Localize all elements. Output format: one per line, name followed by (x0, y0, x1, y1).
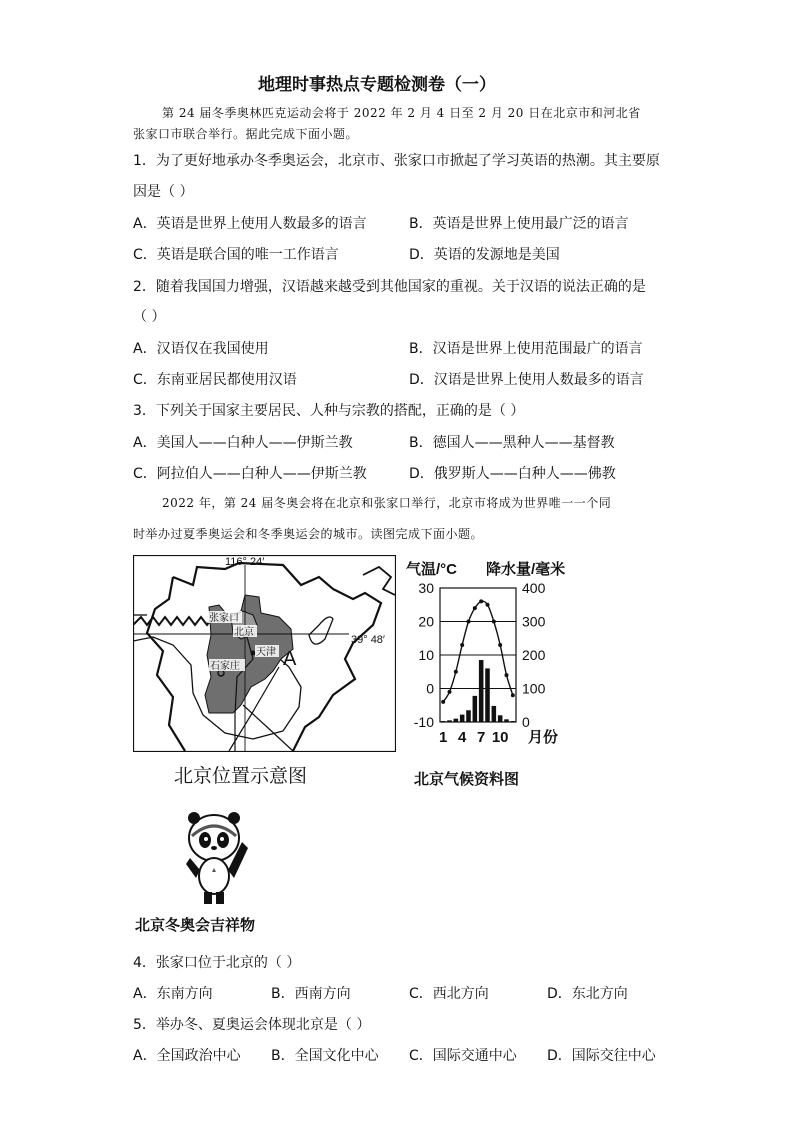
point-a-label: A (283, 648, 297, 670)
question-4-option-c[interactable]: C．西北方向 (409, 986, 489, 1002)
climate-chart-caption: 北京气候资料图 (414, 770, 520, 788)
temperature-point (467, 620, 471, 624)
precipitation-bar (504, 719, 509, 722)
intro-2-line-1: 2022 年，第 24 届冬奥会将在北京和张家口举行，北京市将成为世界唯一一个同 (162, 496, 612, 510)
precipitation-bar (485, 668, 490, 722)
panda-mascot-image (176, 808, 252, 908)
chart-left-tick-label: -10 (413, 714, 434, 730)
temperature-point (505, 673, 509, 677)
precipitation-bar (454, 719, 459, 722)
page-title: 地理时事热点专题检测卷（一） (258, 75, 496, 95)
beijing-location-map (133, 555, 396, 752)
question-1-option-b[interactable]: B．英语是世界上使用最广泛的语言 (409, 216, 629, 232)
question-3-option-d[interactable]: D．俄罗斯人——白种人——佛教 (409, 466, 616, 482)
shijiazhuang-label: 石家庄 (210, 661, 240, 672)
temperature-point (448, 690, 452, 694)
intro-1-line-1: 第 24 届冬季奥林匹克运动会将于 2022 年 2 月 4 日至 2 月 20 日在北京市和河北省 (162, 106, 641, 120)
temperature-point (479, 599, 483, 603)
precipitation-bar (466, 710, 471, 722)
precipitation-bar (441, 721, 446, 722)
intro-1-line-2: 张家口市联合举行。据此完成下面小题。 (133, 127, 359, 141)
chart-left-tick-label: 10 (418, 647, 434, 663)
question-1-stem-line-1: 1．为了更好地承办冬季奥运会，北京市、张家口市掀起了学习英语的热潮。其主要原 (133, 153, 660, 169)
longitude-label: 116° 24′ (225, 556, 265, 568)
chart-x-unit-label: 月份 (528, 729, 559, 746)
mascot-ear-right (228, 812, 240, 824)
chart-x-tick-label: 10 (491, 729, 509, 746)
chart-right-tick-label: 100 (522, 680, 546, 697)
precipitation-bar (473, 696, 478, 722)
map-caption: 北京位置示意图 (174, 765, 308, 787)
question-3-option-c[interactable]: C．阿拉伯人——白种人——伊斯兰教 (133, 466, 367, 482)
question-3-option-a[interactable]: A．美国人——白种人——伊斯兰教 (133, 435, 353, 451)
precipitation-bar (460, 715, 465, 722)
temperature-point (498, 643, 502, 647)
question-1-option-a[interactable]: A．英语是世界上使用人数最多的语言 (133, 216, 367, 232)
precipitation-bar (498, 715, 503, 722)
precipitation-bar (511, 721, 516, 722)
question-2-stem-line-2: （ ） (133, 309, 166, 325)
mascot-ear-left (188, 812, 200, 824)
temperature-curve (443, 601, 513, 702)
temperature-point (473, 606, 477, 610)
question-1-stem-line-2: 因是（ ） (133, 184, 194, 200)
latitude-label: 39° 48′ (351, 634, 385, 646)
chart-left-tick-label: 30 (418, 580, 434, 596)
chart-x-tick-label: 1 (438, 729, 448, 746)
chart-left-axis-label: 气温/°C (406, 561, 457, 578)
question-4-option-b[interactable]: B．西南方向 (271, 986, 351, 1002)
beijing-climate-chart (404, 556, 590, 748)
chart-right-tick-label: 300 (522, 613, 546, 630)
chart-x-tick-label: 7 (476, 729, 486, 746)
zhangjiakou-label: 张家口 (209, 613, 239, 624)
question-5-option-a[interactable]: A．全国政治中心 (133, 1048, 241, 1064)
temperature-point (511, 693, 515, 697)
question-5-option-b[interactable]: B．全国文化中心 (271, 1048, 379, 1064)
precipitation-bar (479, 660, 484, 722)
question-4-stem: 4．张家口位于北京的（ ） (133, 955, 301, 971)
question-1-option-d[interactable]: D．英语的发源地是美国 (409, 247, 560, 263)
question-2-stem-line-1: 2．随着我国国力增强，汉语越来越受到其他国家的重视。关于汉语的说法正确的是 (133, 279, 646, 295)
mascot-body (199, 858, 229, 894)
precipitation-bar (447, 720, 452, 722)
tianjin-marker (251, 651, 256, 656)
question-2-option-c[interactable]: C．东南亚居民都使用汉语 (133, 372, 297, 388)
question-1-option-c[interactable]: C．英语是联合国的唯一工作语言 (133, 247, 339, 263)
precipitation-bar (492, 706, 497, 722)
question-5-stem: 5．举办冬、夏奥运会体现北京是（ ） (133, 1017, 371, 1033)
temperature-point (454, 670, 458, 674)
question-2-option-d[interactable]: D．汉语是世界上使用人数最多的语言 (409, 372, 644, 388)
mascot-arm-left (186, 858, 200, 878)
question-4-option-a[interactable]: A．东南方向 (133, 986, 213, 1002)
beijing-label: 北京 (234, 627, 254, 638)
chart-right-tick-label: 0 (522, 714, 530, 730)
temperature-point (486, 603, 490, 607)
question-4-option-d[interactable]: D．东北方向 (547, 986, 628, 1002)
chart-left-tick-label: 20 (418, 613, 434, 630)
question-3-option-b[interactable]: B．德国人——黑种人——基督教 (409, 435, 615, 451)
temperature-point (441, 700, 445, 704)
intro-2-line-2: 时举办过夏季奥运会和冬季奥运会的城市。读图完成下面小题。 (133, 527, 484, 541)
chart-left-tick-label: 0 (426, 680, 434, 697)
temperature-point (492, 620, 496, 624)
question-3-stem: 3．下列关于国家主要居民、人种与宗教的搭配，正确的是（ ） (133, 403, 525, 419)
chart-right-tick-label: 400 (522, 580, 546, 596)
chart-right-tick-label: 200 (522, 647, 546, 663)
question-2-option-b[interactable]: B．汉语是世界上使用范围最广的语言 (409, 341, 643, 357)
question-5-option-d[interactable]: D．国际交往中心 (547, 1048, 656, 1064)
question-2-option-a[interactable]: A．汉语仅在我国使用 (133, 341, 269, 357)
temperature-point (460, 643, 464, 647)
question-5-option-c[interactable]: C．国际交通中心 (409, 1048, 517, 1064)
mascot-caption: 北京冬奥会吉祥物 (135, 916, 256, 934)
chart-x-tick-label: 4 (457, 729, 467, 746)
chart-right-axis-label: 降水量/毫米 (486, 561, 566, 578)
tianjin-label: 天津 (256, 647, 276, 658)
